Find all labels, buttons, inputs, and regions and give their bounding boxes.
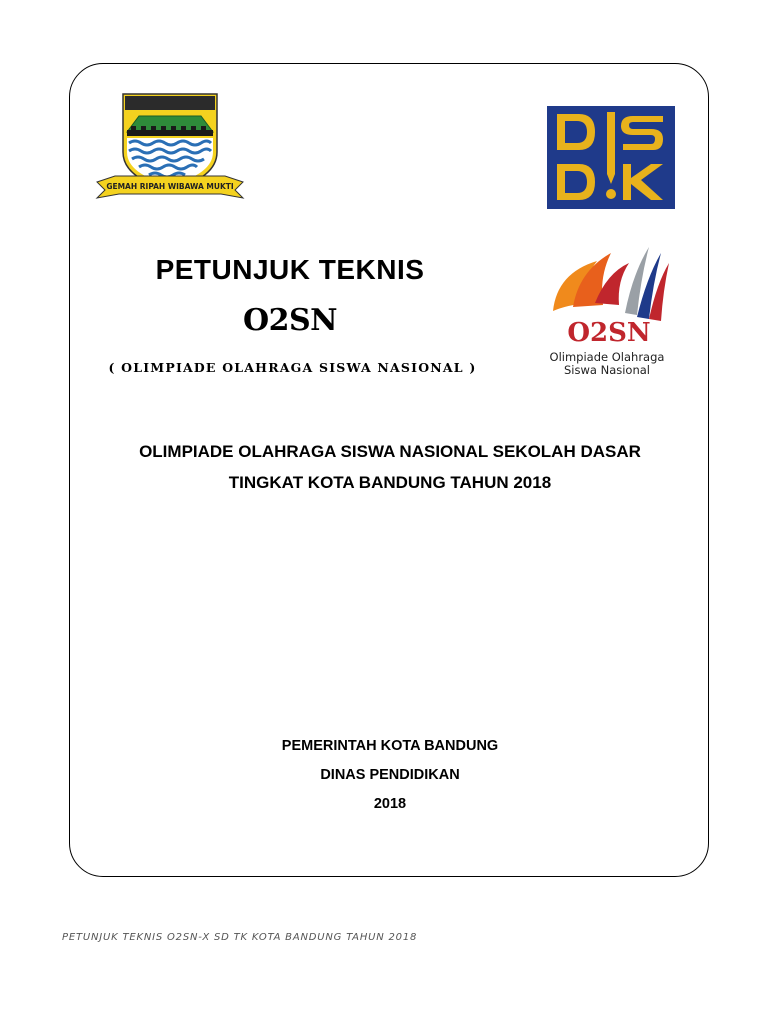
bandung-coat-of-arms-logo xyxy=(95,90,245,202)
event-heading-line1: OLIMPIADE OLAHRAGA SISWA NASIONAL SEKOLAH DASAR xyxy=(139,442,641,461)
issuer-line1: PEMERINTAH KOTA BANDUNG xyxy=(281,738,499,754)
bandung-motto-text: GEMAH RIPAH WIBAWA MUKTI xyxy=(106,182,234,191)
o2sn-caption-line2: Siswa Nasional xyxy=(564,363,650,377)
document-title: PETUNJUK TEKNIS xyxy=(155,254,425,285)
issuer-line2: DINAS PENDIDIKAN xyxy=(320,767,460,783)
o2sn-caption-line1: Olimpiade Olahraga xyxy=(549,350,665,364)
subtitle-expanded: ( OLIMPIADE OLAHRAGA SISWA NASIONAL ) xyxy=(108,360,477,375)
running-footer: PETUNJUK TEKNIS O2SN-X SD TK KOTA BANDUNG TAHUN 2018 xyxy=(62,932,418,943)
document-subtitle: O2SN xyxy=(242,303,338,338)
event-heading-line2: TINGKAT KOTA BANDUNG TAHUN 2018 xyxy=(228,473,552,492)
disdik-logo xyxy=(547,106,675,209)
o2sn-mark-text: O2SN xyxy=(567,318,651,348)
issue-year: 2018 xyxy=(373,796,407,812)
